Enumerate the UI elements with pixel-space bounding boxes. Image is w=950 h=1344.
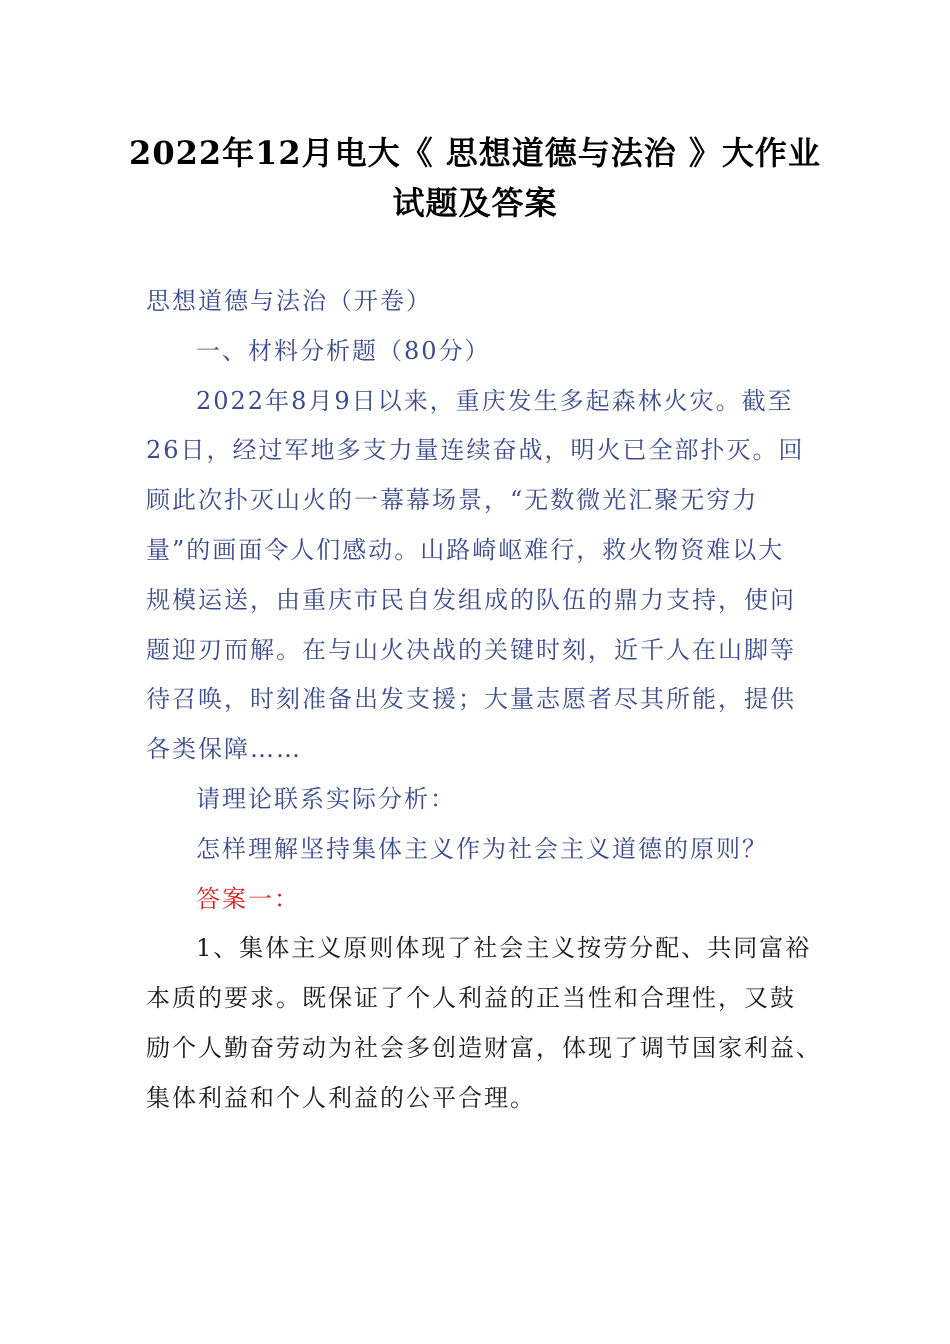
material-line: 顾此次扑灭山火的一幕幕场景，“无数微光汇聚无穷力: [146, 486, 759, 514]
material-line: 26日，经过军地多支力量连续奋战，明火已全部扑灭。回: [146, 436, 805, 464]
material-line: 量”的画面令人们感动。山路崎岖难行，救火物资难以大: [146, 536, 785, 564]
answer-line: 本质的要求。既保证了个人利益的正当性和合理性，又鼓: [146, 984, 796, 1012]
answer-line: 1、集体主义原则体现了社会主义按劳分配、共同富裕: [196, 934, 812, 962]
material-line: 2022年8月9日以来，重庆发生多起森林火灾。截至: [196, 387, 794, 415]
section-heading: 一、材料分析题（80分）: [196, 337, 491, 365]
material-line: 题迎刃而解。在与山火决战的关键时刻，近千人在山脚等: [146, 636, 796, 664]
document-title-line-1: 2022年12月电大《 思想道德与法治 》大作业: [129, 134, 821, 172]
material-line: 待召唤，时刻准备出发支援；大量志愿者尽其所能，提供: [146, 685, 796, 713]
answer-line: 集体利益和个人利益的公平合理。: [146, 1084, 536, 1112]
material-line: 规模运送，由重庆市民自发组成的队伍的鼎力支持，使问: [146, 586, 796, 614]
answer-label: 答案一：: [196, 885, 300, 913]
material-line: 各类保障……: [146, 735, 302, 763]
analysis-prompt: 请理论联系实际分析：: [196, 785, 456, 813]
answer-line: 励个人勤奋劳动为社会多创造财富，体现了调节国家利益、: [146, 1034, 822, 1062]
subject-line: 思想道德与法治（开卷）: [146, 287, 432, 315]
question-text: 怎样理解坚持集体主义作为社会主义道德的原则？: [196, 835, 768, 863]
document-title-line-2: 试题及答案: [392, 184, 558, 222]
